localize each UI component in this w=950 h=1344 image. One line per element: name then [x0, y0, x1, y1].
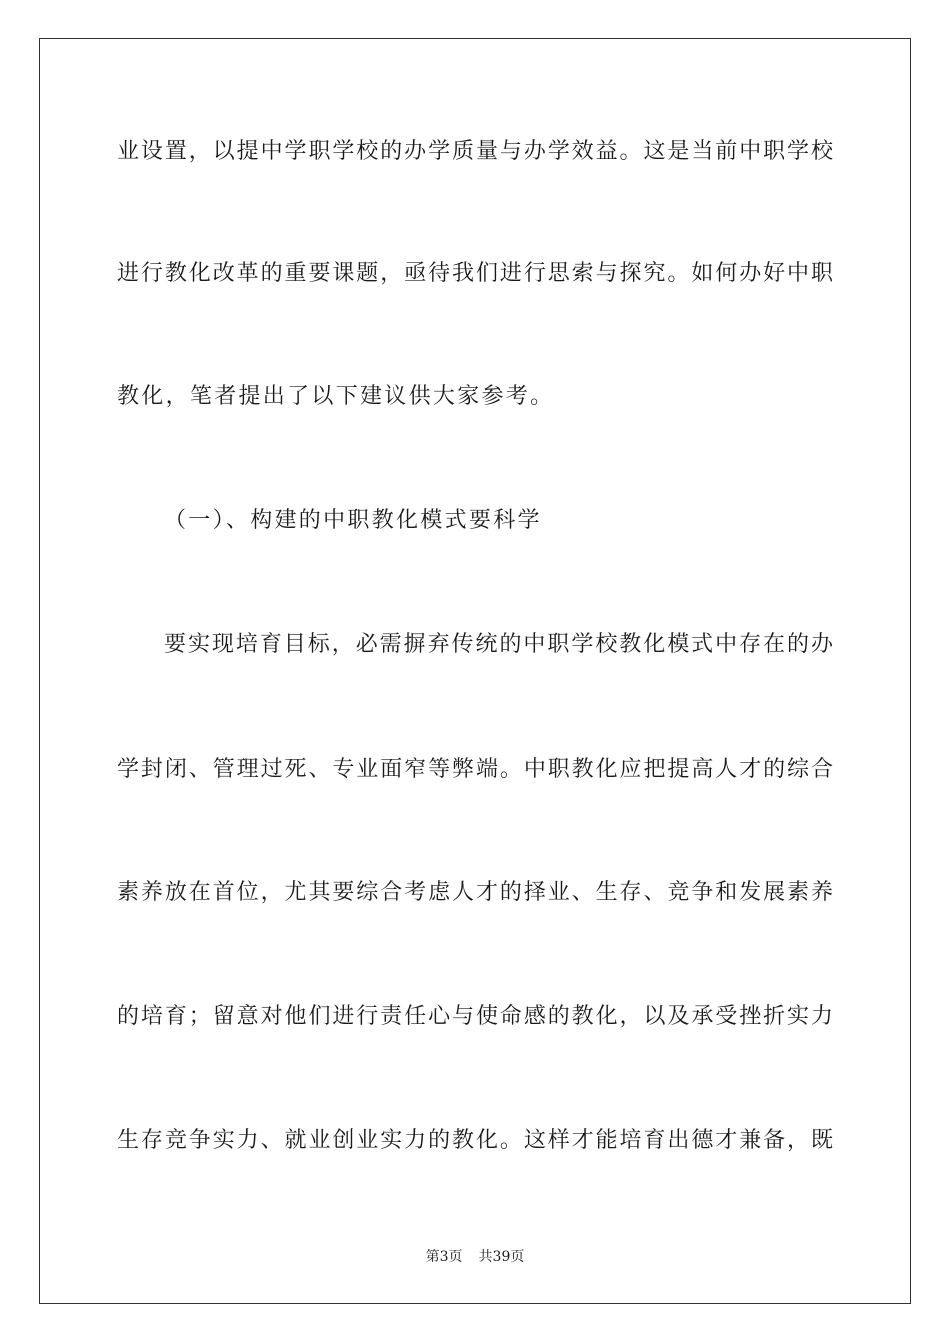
body-line-9: 生存竞争实力、就业创业实力的教化。这样才能培育出德才兼备，既	[117, 1128, 833, 1153]
body-line-8: 的培育；留意对他们进行责任心与使命感的教化，以及承受挫折实力	[117, 1004, 833, 1029]
body-line-5: 要实现培育目标，必需摒弃传统的中职学校教化模式中存在的办	[164, 632, 833, 657]
page-footer	[0, 1247, 950, 1267]
section-heading: （一）、构建的中职教化模式要科学	[164, 508, 542, 533]
body-line-1: 业设置，以提中学职学校的办学质量与办学效益。这是当前中职学校	[117, 139, 833, 164]
body-line-2: 进行教化改革的重要课题，亟待我们进行思索与探究。如何办好中职	[117, 261, 833, 286]
body-line-6: 学封闭、管理过死、专业面窄等弊端。中职教化应把提高人才的综合	[117, 757, 833, 782]
page-number: 第3页	[425, 1249, 463, 1265]
body-line-7: 素养放在首位，尤其要综合考虑人才的择业、生存、竞争和发展素养	[117, 880, 833, 905]
page-border	[39, 38, 911, 1304]
body-line-3: 教化，笔者提出了以下建议供大家参考。	[117, 384, 555, 409]
total-pages: 共39页	[478, 1249, 525, 1265]
